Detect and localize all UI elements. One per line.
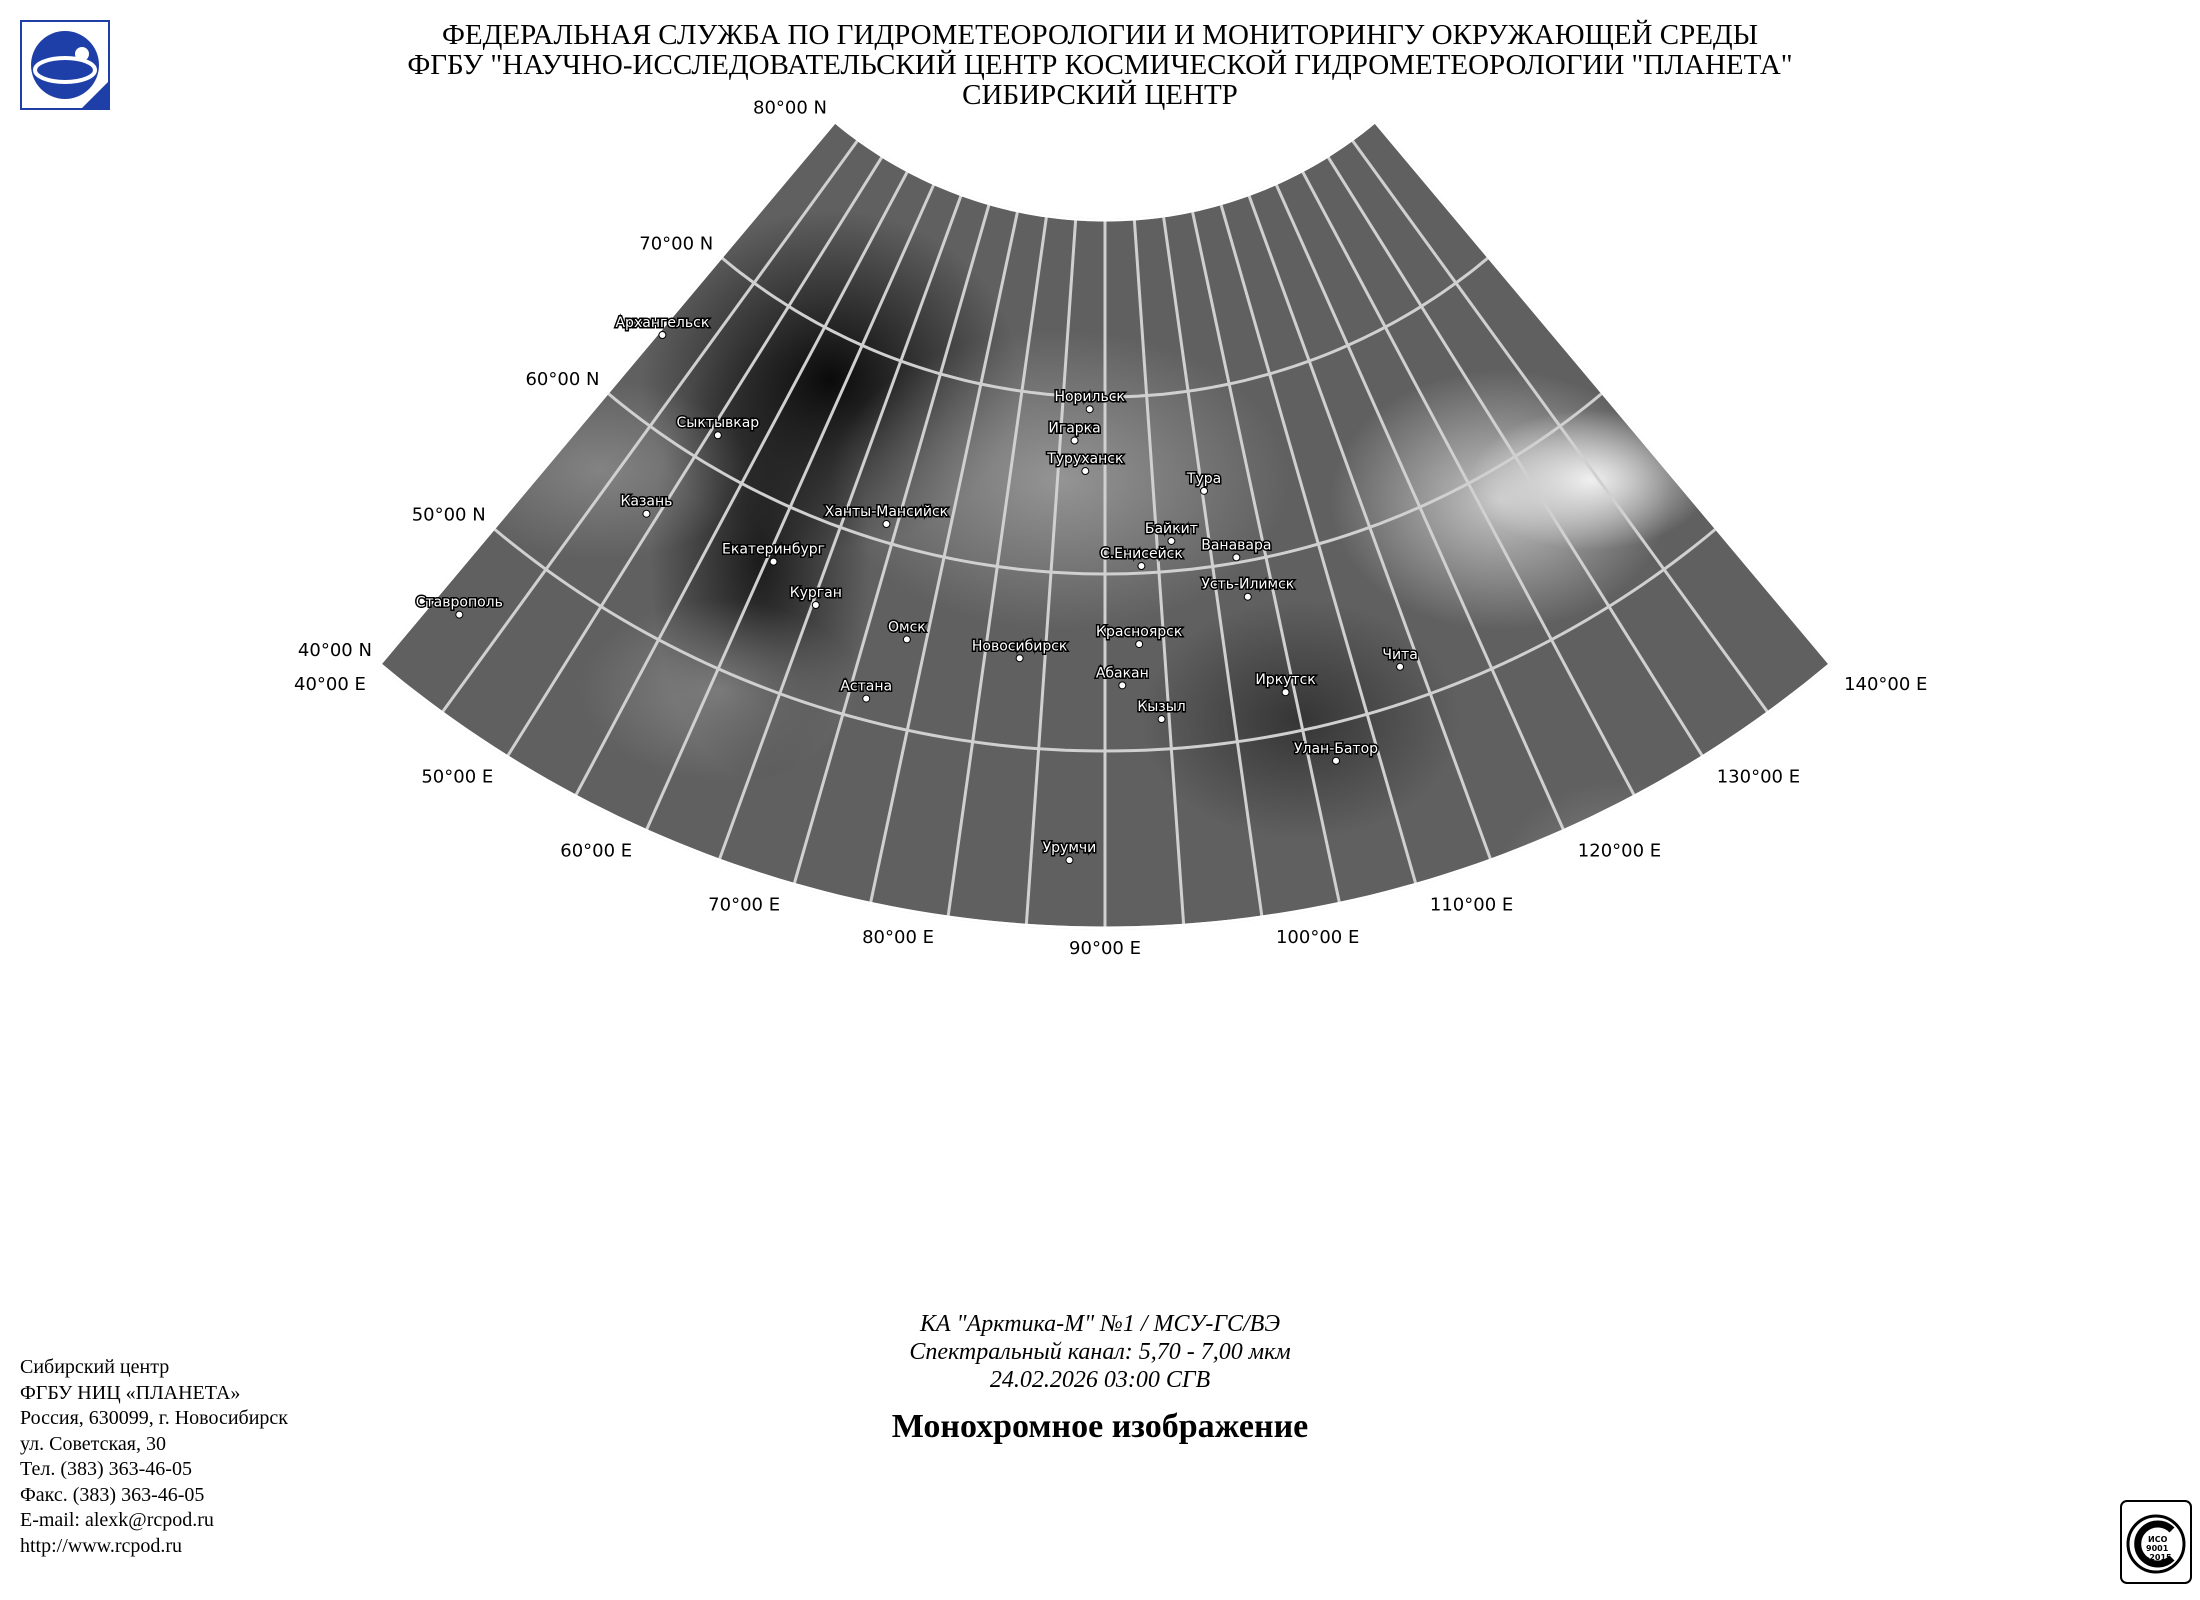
contact-line: Россия, 630099, г. Новосибирск: [20, 1407, 289, 1429]
city-marker: [883, 521, 890, 528]
city-marker: [1136, 641, 1143, 648]
city-marker: [812, 602, 819, 609]
city-marker: [1233, 554, 1240, 561]
city-label: Чита: [1382, 646, 1418, 663]
header-line-3: СИБИРСКИЙ ЦЕНТР: [962, 79, 1238, 111]
city-marker: [1138, 563, 1145, 570]
longitude-label: 70°00 E: [708, 894, 781, 916]
city-marker: [1244, 593, 1251, 600]
city-label: Игарка: [1048, 420, 1101, 437]
latitude-label: 60°00 N: [525, 368, 600, 390]
longitude-label: 130°00 E: [1716, 766, 1801, 788]
city-marker: [1282, 689, 1289, 696]
city-marker: [1397, 663, 1404, 670]
city-label: Ставрополь: [415, 594, 503, 611]
contact-line: Тел. (383) 363-46-05: [20, 1458, 192, 1480]
longitude-label: 50°00 E: [421, 766, 494, 788]
city-label: Иркутск: [1255, 672, 1316, 689]
contact-line: ФГБУ НИЦ «ПЛАНЕТА»: [20, 1381, 241, 1404]
city-label: Туруханск: [1047, 451, 1124, 468]
contact-email[interactable]: E-mail: alexk@rcpod.ru: [20, 1509, 214, 1531]
city-label: Кызыл: [1137, 699, 1186, 716]
city-marker: [659, 332, 666, 339]
city-marker: [1071, 437, 1078, 444]
city-label: Новосибирск: [971, 638, 1068, 655]
city-marker: [643, 510, 650, 517]
city-label: Казань: [620, 493, 673, 510]
city-marker: [1082, 468, 1089, 475]
contact-website[interactable]: http://www.rcpod.ru: [20, 1534, 183, 1557]
city-marker: [1168, 537, 1175, 544]
latitude-label: 70°00 N: [639, 233, 714, 255]
city-label: Красноярск: [1096, 624, 1183, 641]
image-datetime: 24.02.2026 03:00 СГВ: [989, 1367, 1211, 1393]
image-caption: [0, 1310, 2200, 1394]
city-marker: [1016, 655, 1023, 662]
longitude-label: 90°00 E: [1069, 938, 1141, 959]
city-marker: [1333, 757, 1340, 764]
city-marker: [770, 558, 777, 565]
city-label: Урумчи: [1042, 840, 1097, 857]
longitude-label: 60°00 E: [560, 840, 633, 862]
iso-text-3: -2015: [2146, 1553, 2172, 1562]
contact-line: Сибирский центр: [20, 1356, 170, 1378]
longitude-label: 80°00 E: [862, 927, 935, 949]
city-label: Норильск: [1054, 389, 1125, 406]
city-marker: [1158, 716, 1165, 723]
contact-line: ул. Советская, 30: [20, 1432, 166, 1455]
city-label: Абакан: [1095, 665, 1149, 682]
contacts-block: [20, 1355, 288, 1559]
longitude-label: 120°00 E: [1577, 840, 1662, 862]
city-label: Тура: [1186, 470, 1222, 487]
city-label: Ханты-Мансийск: [824, 504, 949, 521]
city-marker: [863, 695, 870, 702]
iso-text-2: 9001: [2146, 1544, 2169, 1553]
header-line-1: ФЕДЕРАЛЬНАЯ СЛУЖБА ПО ГИДРОМЕТЕОРОЛОГИИ И МОНИТОРИНГУ ОКРУЖАЮЩЕЙ СРЕДЫ: [442, 19, 1758, 51]
city-marker: [903, 636, 910, 643]
city-marker: [1066, 857, 1073, 864]
city-label: С.Енисейск: [1099, 546, 1183, 563]
spectral-channel: Спектральный канал: 5,70 - 7,00 мкм: [909, 1339, 1291, 1365]
longitude-label: 140°00 E: [1844, 674, 1928, 696]
city-marker: [456, 611, 463, 618]
city-marker: [714, 432, 721, 439]
city-label: Усть-Илимск: [1201, 576, 1295, 593]
city-marker: [1086, 406, 1093, 413]
city-label: Сыктывкар: [676, 415, 760, 432]
latitude-label: 50°00 N: [411, 504, 486, 526]
latitude-label: 80°00 N: [753, 97, 828, 119]
city-label: Байкит: [1144, 520, 1198, 537]
header-line-2: ФГБУ "НАУЧНО-ИССЛЕДОВАТЕЛЬСКИЙ ЦЕНТР КОСМИЧЕСКОЙ ГИДРОМЕТЕОРОЛОГИИ "ПЛАНЕТА": [407, 49, 1793, 81]
latitude-label: 40°00 N: [297, 640, 372, 662]
city-label: Курган: [789, 585, 842, 602]
longitude-label: 100°00 E: [1275, 927, 1360, 949]
city-label: Ванавара: [1201, 537, 1272, 554]
contact-line: Факс. (383) 363-46-05: [20, 1483, 205, 1506]
city-marker: [1119, 682, 1126, 689]
city-marker: [1201, 487, 1208, 494]
satellite-instrument: КА "Арктика-М" №1 / МСУ-ГС/ВЭ: [919, 1311, 1281, 1337]
product-title: Монохромное изображение: [891, 1408, 1309, 1445]
iso-text-1: ИСО: [2148, 1535, 2168, 1544]
city-label: Астана: [840, 678, 893, 695]
city-label: Екатеринбург: [722, 541, 825, 558]
iso-certification-badge: [2120, 1500, 2192, 1584]
longitude-label: 40°00 E: [294, 674, 366, 696]
longitude-label: 110°00 E: [1429, 894, 1514, 916]
city-label: Улан-Батор: [1293, 740, 1379, 757]
city-label: Омск: [888, 619, 926, 636]
city-label: Архангельск: [615, 315, 710, 332]
